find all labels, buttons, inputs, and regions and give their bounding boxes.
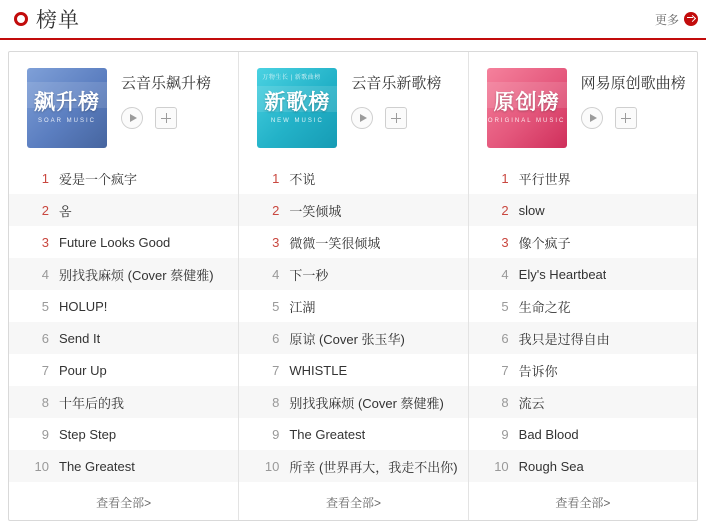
song-index: 5 bbox=[501, 298, 509, 314]
board-head bbox=[469, 52, 697, 162]
song-index: 1 bbox=[501, 170, 509, 186]
song-title: HOLUP! bbox=[59, 298, 108, 314]
view-all-link[interactable]: 查看全部> bbox=[96, 495, 152, 510]
list-item[interactable] bbox=[469, 258, 697, 290]
list-item[interactable] bbox=[239, 162, 467, 194]
song-title: 不说 bbox=[289, 171, 316, 187]
song-index: 2 bbox=[41, 202, 49, 218]
song-index: 10 bbox=[34, 458, 49, 474]
board-head-right bbox=[121, 68, 211, 129]
song-title: Future Looks Good bbox=[59, 234, 171, 250]
boards-container bbox=[8, 51, 698, 521]
cover-title: 原创榜 bbox=[493, 91, 560, 114]
list-item[interactable] bbox=[469, 226, 697, 258]
song-title: 微微一笑很倾城 bbox=[289, 235, 381, 251]
song-index: 9 bbox=[41, 426, 49, 442]
song-title: The Greatest bbox=[59, 458, 135, 474]
song-index: 7 bbox=[41, 362, 49, 378]
song-title: 江湖 bbox=[289, 299, 316, 315]
board-head bbox=[239, 52, 467, 162]
song-index: 6 bbox=[41, 330, 49, 346]
song-index: 10 bbox=[494, 458, 509, 474]
header-left bbox=[14, 4, 80, 34]
board-original bbox=[468, 52, 697, 520]
song-title: The Greatest bbox=[289, 426, 366, 442]
song-index: 6 bbox=[501, 330, 509, 346]
song-index: 2 bbox=[501, 202, 509, 218]
song-index: 9 bbox=[272, 426, 280, 442]
song-title: 爱是一个疯字 bbox=[59, 171, 138, 187]
list-item[interactable] bbox=[9, 354, 238, 386]
song-index: 4 bbox=[41, 266, 49, 282]
ring-icon bbox=[14, 12, 28, 26]
song-list bbox=[9, 162, 238, 484]
view-all-link[interactable]: 查看全部> bbox=[325, 495, 381, 510]
list-item[interactable] bbox=[469, 450, 697, 482]
more-label: 更多 bbox=[654, 12, 679, 27]
song-title: 我只是过得自由 bbox=[518, 331, 610, 347]
board-name: 网易原创歌曲榜 bbox=[580, 75, 686, 92]
board-head-right bbox=[351, 68, 441, 129]
board-name: 云音乐新歌榜 bbox=[351, 75, 442, 92]
song-index: 4 bbox=[272, 266, 280, 282]
song-index: 8 bbox=[41, 394, 49, 410]
song-title: Rough Sea bbox=[518, 458, 584, 474]
song-title: Pour Up bbox=[59, 362, 107, 378]
list-item[interactable] bbox=[469, 354, 697, 386]
list-item[interactable] bbox=[9, 450, 238, 482]
list-item[interactable] bbox=[239, 226, 467, 258]
list-item[interactable] bbox=[469, 290, 697, 322]
board-actions bbox=[121, 107, 211, 129]
list-item[interactable] bbox=[239, 386, 467, 418]
song-title: Ely's Heartbeat bbox=[518, 266, 607, 282]
view-all-link[interactable]: 查看全部> bbox=[555, 495, 611, 510]
list-item[interactable] bbox=[469, 418, 697, 450]
list-item[interactable] bbox=[469, 194, 697, 226]
song-title: 平行世界 bbox=[518, 171, 571, 187]
board-actions bbox=[581, 107, 686, 129]
song-title: 下一秒 bbox=[289, 267, 329, 283]
arrow-right-circle-icon bbox=[684, 12, 698, 26]
song-index: 7 bbox=[272, 362, 280, 378]
song-title: 十年后的我 bbox=[59, 395, 125, 411]
board-head bbox=[9, 52, 238, 162]
list-item[interactable] bbox=[9, 386, 238, 418]
play-icon[interactable] bbox=[581, 107, 603, 129]
song-title: 原谅 (Cover 张玉华) bbox=[289, 331, 405, 347]
song-index: 8 bbox=[501, 394, 509, 410]
cover-subtitle: ORIGINAL MUSIC bbox=[487, 118, 566, 124]
song-index: 6 bbox=[272, 330, 280, 346]
add-icon[interactable] bbox=[385, 107, 407, 129]
song-title: 别找我麻烦 (Cover 蔡健雅) bbox=[59, 267, 214, 283]
list-item[interactable] bbox=[469, 386, 697, 418]
song-index: 5 bbox=[41, 298, 49, 314]
list-item[interactable] bbox=[239, 450, 467, 482]
page-title: 榜单 bbox=[36, 9, 80, 32]
cover-tag: 万物生长 | 新歌曲榜 bbox=[262, 75, 321, 81]
list-item[interactable] bbox=[9, 194, 238, 226]
song-index: 2 bbox=[272, 202, 280, 218]
song-index: 3 bbox=[272, 234, 280, 250]
board-cover[interactable] bbox=[257, 68, 337, 148]
song-title: 流云 bbox=[518, 395, 545, 411]
song-title: 一笑倾城 bbox=[289, 203, 342, 219]
song-index: 10 bbox=[264, 458, 280, 474]
add-icon[interactable] bbox=[155, 107, 177, 129]
song-index: 1 bbox=[272, 170, 280, 186]
list-item[interactable] bbox=[239, 354, 467, 386]
page-header bbox=[0, 0, 706, 40]
song-title: slow bbox=[518, 202, 545, 218]
more-link[interactable] bbox=[655, 11, 698, 28]
song-title: WHISTLE bbox=[289, 362, 348, 378]
list-item[interactable] bbox=[469, 162, 697, 194]
song-index: 5 bbox=[272, 298, 280, 314]
list-item[interactable] bbox=[239, 290, 467, 322]
song-title: 所幸 (世界再大，我走不出你) bbox=[289, 459, 458, 475]
list-item[interactable] bbox=[9, 418, 238, 450]
song-index: 4 bbox=[501, 266, 509, 282]
song-list bbox=[469, 162, 697, 484]
cover-subtitle: SOAR MUSIC bbox=[37, 118, 96, 124]
song-index: 3 bbox=[41, 234, 49, 250]
board-cover[interactable] bbox=[487, 68, 567, 148]
song-index: 7 bbox=[501, 362, 509, 378]
list-item[interactable] bbox=[9, 258, 238, 290]
list-item[interactable] bbox=[9, 226, 238, 258]
song-index: 9 bbox=[501, 426, 509, 442]
list-item[interactable] bbox=[239, 194, 467, 226]
song-title: Step Step bbox=[59, 426, 117, 442]
song-title: Send It bbox=[59, 330, 101, 346]
board-soar bbox=[9, 52, 238, 520]
play-icon[interactable] bbox=[121, 107, 143, 129]
list-item[interactable] bbox=[9, 290, 238, 322]
board-name: 云音乐飙升榜 bbox=[121, 75, 212, 92]
cover-subtitle: NEW MUSIC bbox=[270, 118, 324, 124]
song-index: 3 bbox=[501, 234, 509, 250]
list-item[interactable] bbox=[9, 162, 238, 194]
list-item[interactable] bbox=[9, 322, 238, 354]
song-title: Bad Blood bbox=[518, 426, 579, 442]
cover-title: 飙升榜 bbox=[34, 91, 100, 114]
song-title: 别找我麻烦 (Cover 蔡健雅) bbox=[289, 395, 444, 411]
list-item[interactable] bbox=[239, 418, 467, 450]
song-list bbox=[239, 162, 467, 484]
song-index: 1 bbox=[41, 170, 49, 186]
board-new-songs bbox=[238, 52, 467, 520]
list-item[interactable] bbox=[239, 322, 467, 354]
play-icon[interactable] bbox=[351, 107, 373, 129]
cover-title: 新歌榜 bbox=[264, 91, 331, 114]
add-icon[interactable] bbox=[615, 107, 637, 129]
song-title: 生命之花 bbox=[518, 299, 571, 315]
song-title: 像个疯子 bbox=[518, 235, 571, 251]
song-title: 告诉你 bbox=[518, 363, 558, 379]
list-item[interactable] bbox=[469, 322, 697, 354]
song-index: 8 bbox=[272, 394, 280, 410]
board-cover[interactable] bbox=[27, 68, 107, 148]
song-title: 옴 bbox=[59, 203, 72, 219]
list-item[interactable] bbox=[239, 258, 467, 290]
board-head-right bbox=[581, 68, 686, 129]
board-actions bbox=[351, 107, 441, 129]
